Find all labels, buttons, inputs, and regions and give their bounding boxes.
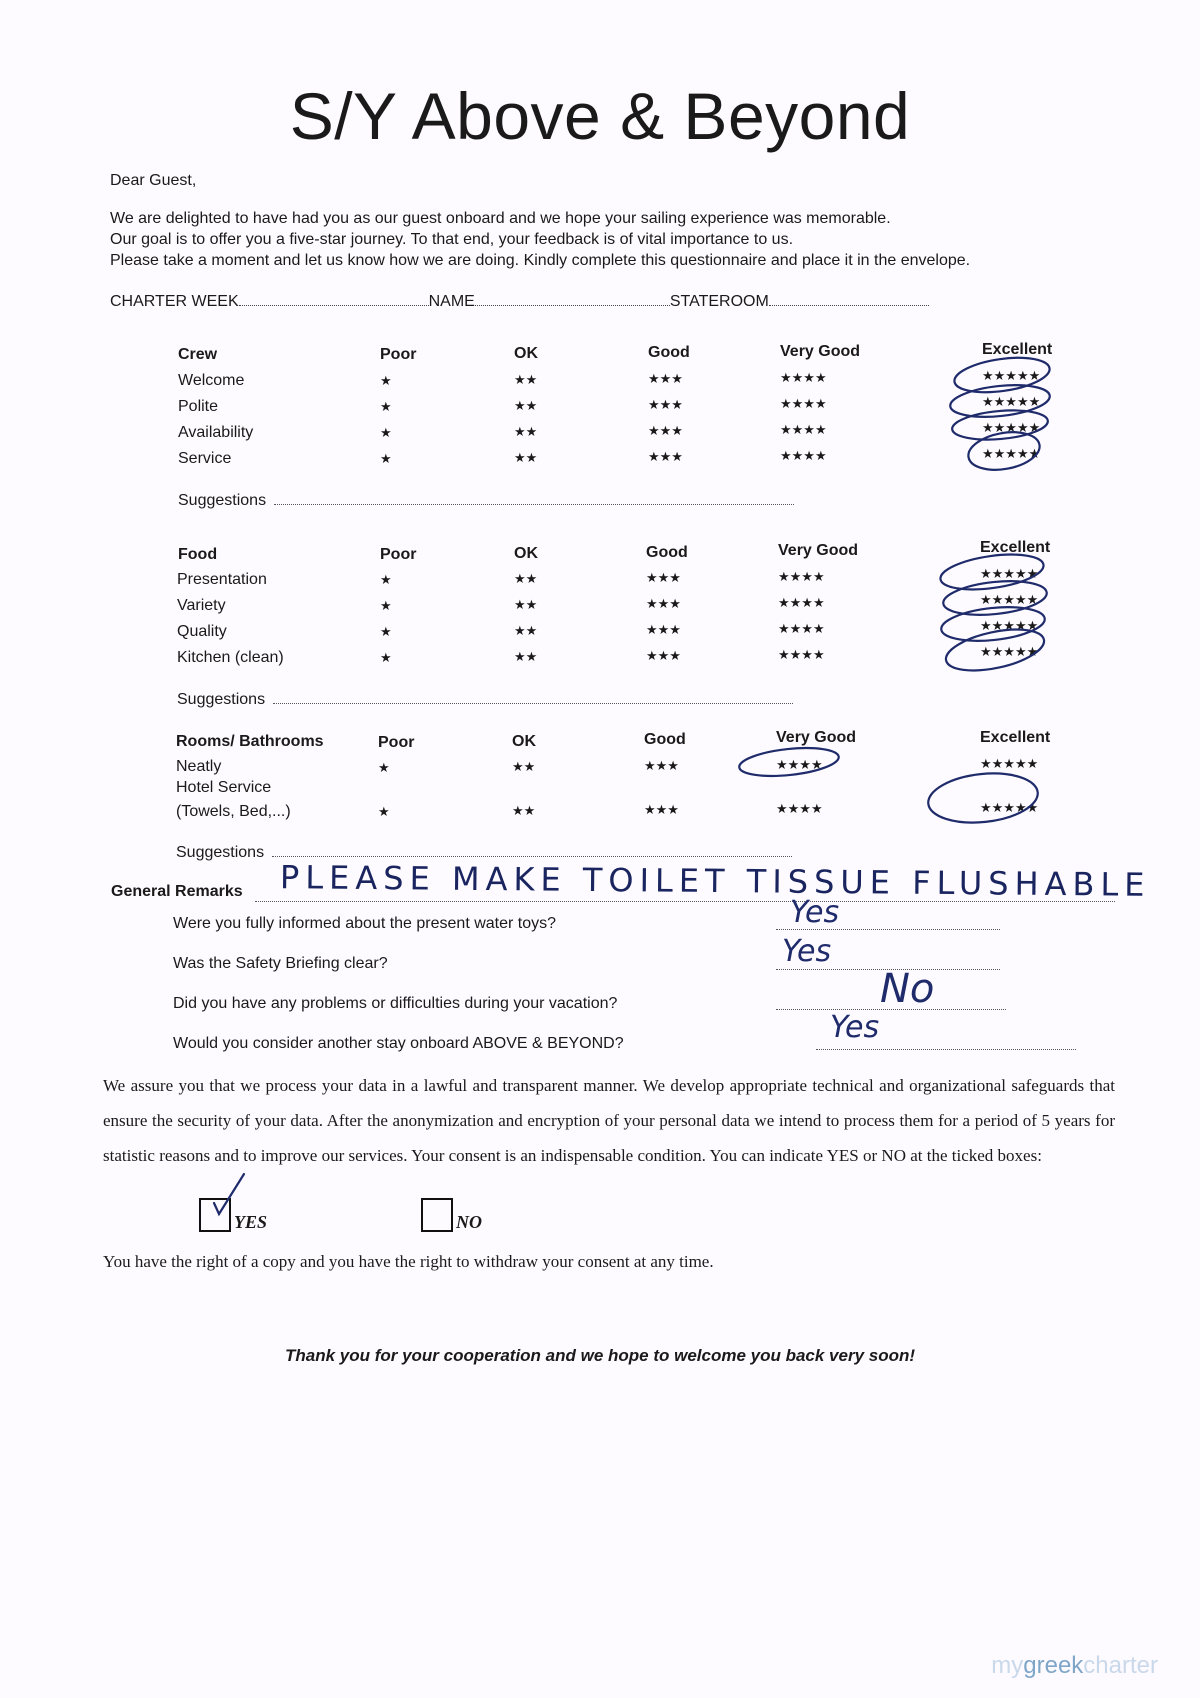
rating-good[interactable]: ★★★ xyxy=(646,622,681,637)
rating-ok[interactable]: ★★ xyxy=(514,424,538,439)
rating-good[interactable]: ★★★ xyxy=(648,371,683,386)
consent-no-checkbox[interactable] xyxy=(421,1198,453,1232)
rating-excellent[interactable]: ★★★★★ xyxy=(980,756,1039,771)
col-ok: OK xyxy=(514,345,538,362)
answer-another-stay-handwritten: Yes xyxy=(830,1010,880,1045)
rating-ok[interactable]: ★★ xyxy=(514,571,538,586)
food-row-kitchen: Kitchen (clean) xyxy=(177,649,284,666)
rating-good[interactable]: ★★★ xyxy=(646,570,681,585)
rating-very-good[interactable]: ★★★★ xyxy=(780,370,827,385)
charter-week-field[interactable] xyxy=(239,304,429,306)
stateroom-label: STATEROOM xyxy=(669,293,769,310)
food-row-variety: Variety xyxy=(177,597,226,614)
rating-excellent[interactable]: ★★★★★ xyxy=(980,592,1039,607)
rating-very-good[interactable]: ★★★★ xyxy=(778,621,825,636)
col-ok: OK xyxy=(512,733,536,750)
question-water-toys: Were you fully informed about the present water toys? xyxy=(173,915,557,932)
rating-ok[interactable]: ★★ xyxy=(512,803,536,818)
answer-another-stay-field[interactable] xyxy=(816,1049,1076,1050)
rating-very-good[interactable]: ★★★★ xyxy=(776,757,823,772)
crew-suggestions xyxy=(178,492,794,510)
rights-text: You have the right of a copy and you have the right to withdraw your consent at any time. xyxy=(103,1252,714,1271)
rating-poor[interactable]: ★ xyxy=(380,399,392,414)
general-remarks-handwritten: PLEASE MAKE TOILET TISSUE FLUSHABLE xyxy=(279,858,1151,904)
rating-poor[interactable]: ★ xyxy=(380,572,392,587)
question-another-stay: Would you consider another stay onboard ABOVE & BEYOND? xyxy=(173,1035,624,1052)
consent-yes-checkbox[interactable] xyxy=(199,1198,231,1232)
stateroom-field[interactable] xyxy=(769,304,929,306)
rating-ok[interactable]: ★★ xyxy=(514,649,538,664)
rooms-row-towels-bed: (Towels, Bed,...) xyxy=(176,803,291,820)
food-title: Food xyxy=(178,546,218,563)
crew-row-welcome: Welcome xyxy=(178,372,245,389)
food-suggestions xyxy=(177,691,793,709)
rating-poor[interactable]: ★ xyxy=(378,804,390,819)
rooms-row-hotel-service: Hotel Service xyxy=(176,779,272,796)
suggestions-label: Suggestions xyxy=(176,844,265,861)
rating-good[interactable]: ★★★ xyxy=(648,449,683,464)
col-excellent: Excellent xyxy=(982,341,1053,358)
consent-no-label: NO xyxy=(456,1212,482,1232)
rating-poor[interactable]: ★ xyxy=(378,760,390,775)
guest-info-fields xyxy=(110,293,929,311)
rating-excellent[interactable]: ★★★★★ xyxy=(980,618,1039,633)
col-excellent: Excellent xyxy=(980,539,1051,556)
answer-water-toys-handwritten: Yes xyxy=(790,895,840,930)
rating-ok[interactable]: ★★ xyxy=(514,623,538,638)
rating-poor[interactable]: ★ xyxy=(380,451,392,466)
crew-row-polite: Polite xyxy=(178,398,219,415)
rating-very-good[interactable]: ★★★★ xyxy=(780,422,827,437)
suggestions-field[interactable] xyxy=(272,856,792,857)
rating-very-good[interactable]: ★★★★ xyxy=(778,569,825,584)
rating-good[interactable]: ★★★ xyxy=(646,648,681,663)
col-very-good: Very Good xyxy=(776,729,857,746)
answer-problems-handwritten: No xyxy=(880,966,935,1012)
col-poor: Poor xyxy=(378,734,415,751)
data-privacy-text: We assure you that we process your data in a lawful and transparent manner. We develop appropriate technical and organizational safeguards that ensure the security of your data. After the anonymization and encryption of your personal data we intend to process them for a period of 5 years for statistic reasons and to improve our services. Your consent is an indispensable condition. You can indicate YES or NO at the ticked boxes: xyxy=(103,1076,1115,1165)
rating-excellent[interactable]: ★★★★★ xyxy=(980,566,1039,581)
intro-line-1: We are delighted to have had you as our guest onboard and we hope your sailing experience was memorable. xyxy=(110,210,891,227)
rating-excellent[interactable]: ★★★★★ xyxy=(980,800,1039,815)
consent-yes-label: YES xyxy=(234,1212,268,1232)
mygreekcharter-logo: mygreekcharter xyxy=(991,1652,1158,1679)
col-ok: OK xyxy=(514,545,538,562)
food-row-presentation: Presentation xyxy=(177,571,267,588)
answer-safety-briefing-handwritten: Yes xyxy=(782,934,832,969)
general-remarks-label: General Remarks xyxy=(111,883,243,900)
intro-line-2: Our goal is to offer you a five-star journey. To that end, your feedback is of vital importance to us. xyxy=(110,231,794,248)
rooms-title: Rooms/ Bathrooms xyxy=(176,733,324,750)
rating-poor[interactable]: ★ xyxy=(380,373,392,388)
name-field[interactable] xyxy=(475,304,670,306)
rating-ok[interactable]: ★★ xyxy=(514,398,538,413)
question-problems: Did you have any problems or difficulties during your vacation? xyxy=(173,995,618,1012)
col-excellent: Excellent xyxy=(980,729,1051,746)
col-poor: Poor xyxy=(380,546,417,563)
rating-very-good[interactable]: ★★★★ xyxy=(780,448,827,463)
thank-you-note: Thank you for your cooperation and we hope to welcome you back very soon! xyxy=(284,1346,916,1365)
rating-poor[interactable]: ★ xyxy=(380,624,392,639)
rating-ok[interactable]: ★★ xyxy=(514,597,538,612)
crew-row-service: Service xyxy=(178,450,232,467)
col-good: Good xyxy=(648,344,690,361)
rating-poor[interactable]: ★ xyxy=(380,425,392,440)
rating-ok[interactable]: ★★ xyxy=(514,450,538,465)
food-row-quality: Quality xyxy=(177,623,227,640)
col-good: Good xyxy=(644,731,686,748)
col-poor: Poor xyxy=(380,346,417,363)
rating-poor[interactable]: ★ xyxy=(380,650,392,665)
crew-row-availability: Availability xyxy=(178,424,254,441)
suggestions-label: Suggestions xyxy=(177,691,266,708)
rating-very-good[interactable]: ★★★★ xyxy=(780,396,827,411)
rating-excellent[interactable]: ★★★★★ xyxy=(980,644,1039,659)
greeting: Dear Guest, xyxy=(110,172,197,189)
col-very-good: Very Good xyxy=(780,343,861,360)
rating-excellent[interactable]: ★★★★★ xyxy=(982,446,1041,461)
rating-very-good[interactable]: ★★★★ xyxy=(778,595,825,610)
rating-good[interactable]: ★★★ xyxy=(648,423,683,438)
circle-mark xyxy=(926,768,1040,827)
col-very-good: Very Good xyxy=(778,542,859,559)
rooms-row-neatly: Neatly xyxy=(176,758,222,775)
suggestions-label: Suggestions xyxy=(178,492,267,509)
rating-good[interactable]: ★★★ xyxy=(644,802,679,817)
name-label: NAME xyxy=(428,293,475,310)
suggestions-field[interactable] xyxy=(274,504,794,505)
charter-week-label: CHARTER WEEK xyxy=(110,293,239,310)
form-title: S/Y Above & Beyond xyxy=(289,79,911,153)
question-safety-briefing: Was the Safety Briefing clear? xyxy=(173,955,388,972)
col-good: Good xyxy=(646,544,688,561)
rating-good[interactable]: ★★★ xyxy=(644,758,679,773)
intro-line-3: Please take a moment and let us know how we are doing. Kindly complete this questionnaire and place it in the envelope. xyxy=(110,252,971,269)
rating-excellent[interactable]: ★★★★★ xyxy=(982,394,1041,409)
rating-ok[interactable]: ★★ xyxy=(514,372,538,387)
crew-title: Crew xyxy=(178,346,218,363)
rating-very-good[interactable]: ★★★★ xyxy=(778,647,825,662)
rating-good[interactable]: ★★★ xyxy=(648,397,683,412)
rating-very-good[interactable]: ★★★★ xyxy=(776,801,823,816)
rating-excellent[interactable]: ★★★★★ xyxy=(982,368,1041,383)
rating-excellent[interactable]: ★★★★★ xyxy=(982,420,1041,435)
rating-ok[interactable]: ★★ xyxy=(512,759,536,774)
rating-poor[interactable]: ★ xyxy=(380,598,392,613)
suggestions-field[interactable] xyxy=(273,703,793,704)
rating-good[interactable]: ★★★ xyxy=(646,596,681,611)
